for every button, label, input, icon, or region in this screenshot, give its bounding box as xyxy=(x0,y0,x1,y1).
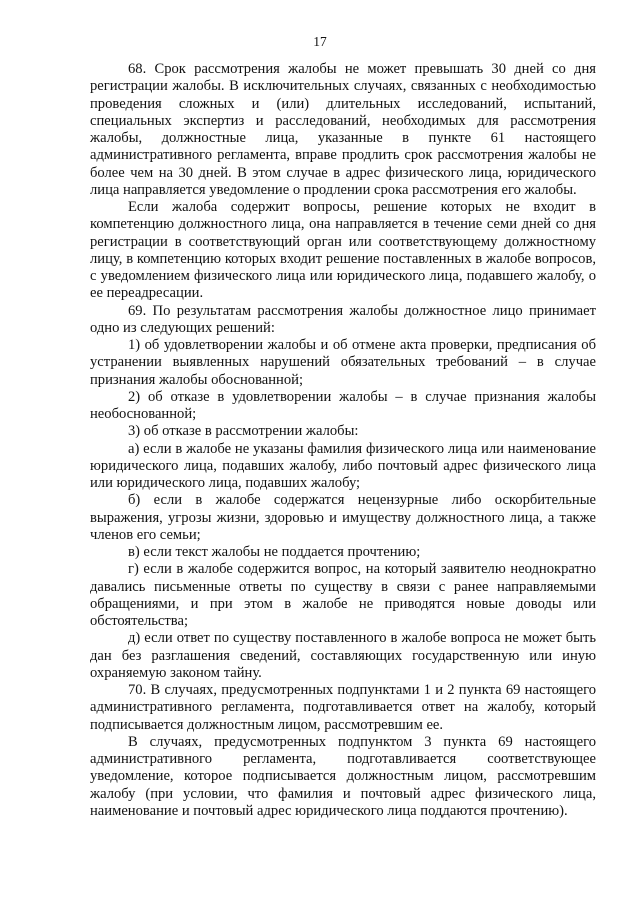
list-item-3g: г) если в жалобе содержится вопрос, на который заявителю неоднократно давались письменные ответы по существу в связи с ранее направляемыми обращениями, и при этом в жалобе не приводятся новые доводы или обстоятельства; xyxy=(90,561,596,629)
page-number: 17 xyxy=(313,34,327,49)
list-item-3a: а) если в жалобе не указаны фамилия физического лица или наименование юридического лица, подавших жалобу, либо почтовый адрес физического лица или юридического лица, подавших жалобу; xyxy=(90,440,596,491)
list-item-3v: в) если текст жалобы не поддается прочтению; xyxy=(128,544,421,560)
paragraph-70: 70. В случаях, предусмотренных подпунктами 1 и 2 пункта 69 настоящего административного регламента, подготавливается ответ на жалобу, который подписывается должностным лицом, рассмотревшим ее. xyxy=(90,682,596,733)
paragraph-redirect: Если жалоба содержит вопросы, решение которых не входит в компетенцию должностного лица, она направляется в течение семи дней со дня регистрации в соответствующий орган или соответствующему должностному лицу, в компетенцию которых входит решение поставленных в жалобе вопросов, с уведомлением физического лица или юридического лица, подавшего жалобу, о ее переадресации. xyxy=(90,199,596,302)
document-body xyxy=(90,61,596,820)
paragraph-69: 69. По результатам рассмотрения жалобы должностное лицо принимает одно из следующих решений: xyxy=(90,302,596,336)
list-item-3d: д) если ответ по существу поставленного в жалобе вопроса не может быть дан без разглашения сведений, составляющих государственную или иную охраняемую законом тайну. xyxy=(90,630,596,681)
list-item-3: 3) об отказе в рассмотрении жалобы: xyxy=(128,423,359,440)
paragraph-68: 68. Срок рассмотрения жалобы не может превышать 30 дней со дня регистрации жалобы. В исключительных случаях, связанных с необходимостью проведения сложных и (или) длительных исследований, испытаний, специальных экспертиз и расследований, необходимых для рассмотрения жалобы, должностные лица, указанные в пункте 61 настоящего административного регламента, вправе продлить срок рассмотрения жалобы не более чем на 30 дней. В этом случае в адрес физического лица, юридического лица направляется уведомление о продлении срока рассмотрения его жалобы. xyxy=(90,61,596,198)
list-item-3b: б) если в жалобе содержатся нецензурные либо оскорбительные выражения, угрозы жизни, здоровью и имуществу должностного лица, а также членов его семьи; xyxy=(90,492,596,543)
paragraph-notification: В случаях, предусмотренных подпунктом 3 пункта 69 настоящего административного регламента, подготавливается соответствующее уведомление, которое подписывается должностным лицом, рассмотревшим жалобу (при условии, что фамилия и почтовый адрес физического лица, наименование и почтовый адрес юридического лица поддаются прочтению). xyxy=(90,733,596,819)
list-item-2: 2) об отказе в удовлетворении жалобы – в случае признания жалобы необоснованной; xyxy=(90,388,596,422)
list-item-1: 1) об удовлетворении жалобы и об отмене акта проверки, предписания об устранении выявленных нарушений обязательных требований – в случае признания жалобы обоснованной; xyxy=(90,337,596,388)
